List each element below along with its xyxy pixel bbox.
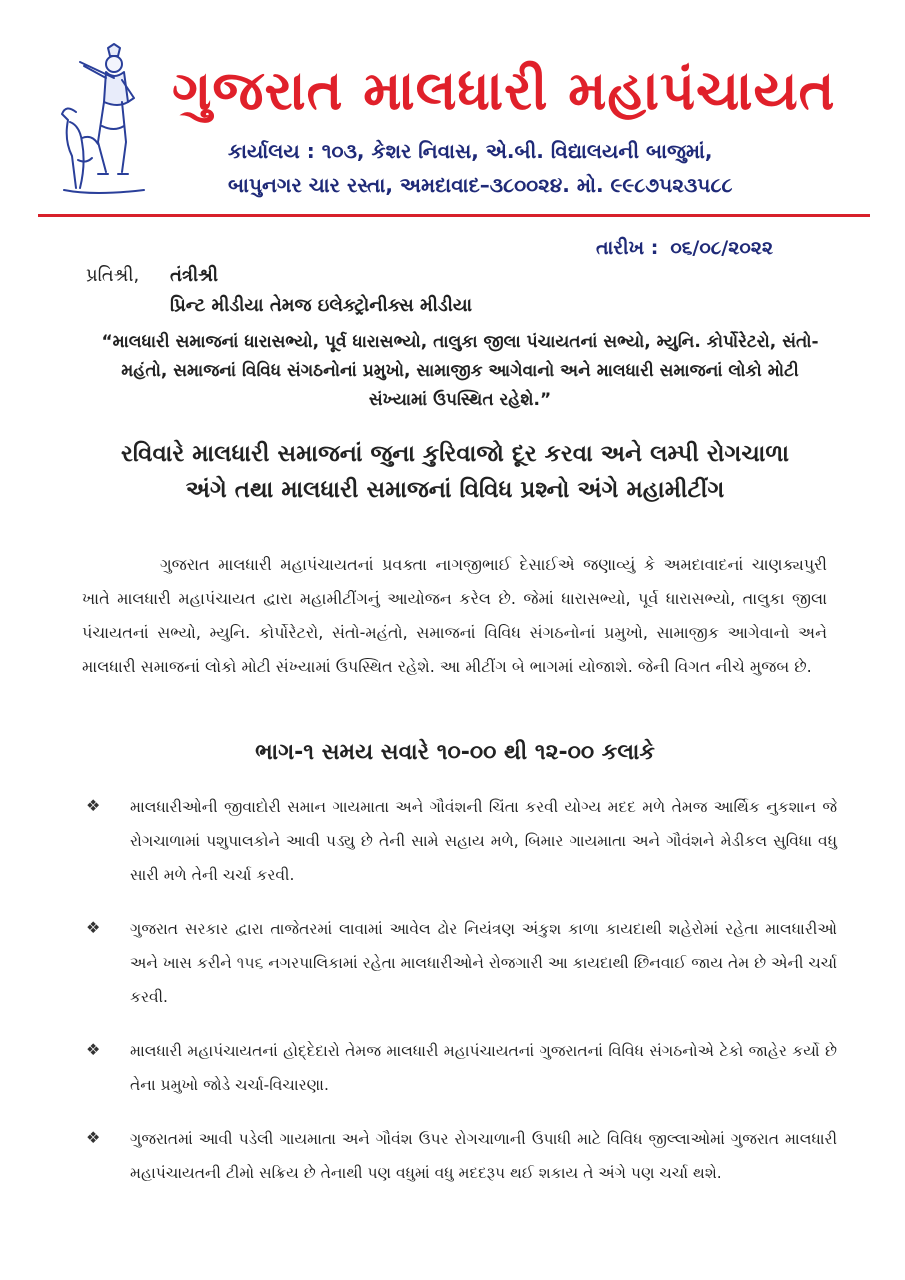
agenda-item-text: ગુજરાત સરકાર દ્વારા તાજેતરમાં લાવામાં આવેલ ઢોર નિયંત્રણ અંકુશ કાળા કાયદાથી શહેરોમાં રહેતા માલધારીઓ અને ખાસ કરીને ૧૫૬ નગરપાલિકામાં રહેતા માલધારીઓને રોજગારી આ કાયદાથી છિનવાઈ જાય તેમ છે એની ચર્ચા કરવી. — [130, 920, 837, 1006]
intro-paragraph: ગુજરાત માલધારી મહાપંચાયતનાં પ્રવક્તા નાગજીભાઈ દેસાઈએ જણાવ્યું કે અમદાવાદનાં ચાણક્યપુરી ખાતે માલધારી મહાપંચાયત દ્વારા મહામીટીંગનું આયોજન કરેલ છે. જેમાં ધારાસભ્યો, પૂર્વ ધારાસભ્યો, તાલુકા જીલા પંચાયતનાં સભ્યો, મ્યુનિ. કોર્પોરેટરો, સંતો-મહંતો, સમાજનાં વિવિધ સંગઠનોનાં પ્રમુખો, સામાજીક આગેવાનો અને માલધારી સમાજનાં લોકો મોટી સંખ્યામાં ઉપસ્થિત રહેશે. આ મીટીંગ બે ભાગમાં યોજાશે. જેની વિગત નીચે મુજબ છે. — [82, 555, 827, 676]
agenda-item-text: ગુજરાતમાં આવી પડેલી ગાયમાતા અને ગૌવંશ ઉપર રોગચાળાની ઉપાધી માટે વિવિધ જીલ્લાઓમાં ગુજરાત માલધારી મહાપંચાયતની ટીમો સક્રિય છે તેનાથી પણ વધુમાં વધુ મદદરૂપ થઈ શકાય તે અંગે પણ ચર્ચા થશે. — [130, 1130, 837, 1182]
section-heading: ભાગ-૧ સમય સવારે ૧૦-૦૦ થી ૧૨-૦૦ કલાકે — [255, 740, 655, 765]
agenda-item — [82, 912, 837, 1014]
agenda-item — [82, 1122, 837, 1190]
bullet-diamond-icon: ❖ — [86, 796, 101, 815]
recipient-media: પ્રિન્ટ મીડીયા તેમજ ઇલેક્ટ્રોનીક્સ મીડીયા — [170, 295, 473, 316]
city-and-mobile: બાપુનગર ચાર રસ્તા, અમદાવાદ–૩૮૦૦૨૪. મો. ૯૯૮૭૫૨૩૫૮૮ — [228, 173, 733, 197]
organization-title: ગુજરાત માલધારી મહાપંચાયત — [172, 59, 836, 122]
invitation-quote: “માલધારી સમાજનાં ધારાસભ્યો, પૂર્વ ધારાસભ્યો, તાલુકા જીલા પંચાયતનાં સભ્યો, મ્યુનિ. કોર્પોરેટરો, સંતો-મહંતો, સમાજનાં વિવિધ સંગઠનોનાં પ્રમુખો, સામાજીક આગેવાનો અને માલધારી સમાજનાં લોકો મોટી સંખ્યામાં ઉપસ્થિત રહેશે.” — [101, 332, 819, 410]
krishna-with-cow-logo — [56, 42, 166, 197]
date-label: તારીખ : — [596, 237, 659, 259]
letterhead — [0, 0, 905, 225]
press-headline: રવિવારે માલધારી સમાજનાં જુના કુરિવાજો દૂર કરવા અને લમ્પી રોગચાળા અંગે તથા માલધારી સમાજનાં વિવિધ પ્રશ્નો અંગે મહામીટીંગ — [121, 441, 789, 503]
agenda-item — [82, 1034, 837, 1102]
agenda-item — [82, 790, 837, 892]
agenda-item-text: માલધારીઓની જીવાદોરી સમાન ગાયમાતા અને ગૌવંશની ચિંતા કરવી યોગ્ય મદદ મળે તેમજ આર્થિક નુકશાન જે રોગચાળામાં પશુપાલકોને આવી પડ્યુ છે તેની સામે સહાય મળે, બિમાર ગાયમાતા અને ગૌવંશને મેડીકલ સુવિધા વધુ સારી મળે તેની ચર્ચા કરવી. — [130, 798, 837, 884]
bullet-diamond-icon: ❖ — [86, 1128, 101, 1147]
office-address: કાર્યાલય : ૧૦૩, કેશર નિવાસ, એ.બી. વિદ્યાલયની બાજુમાં, — [228, 139, 713, 163]
recipient-name: તંત્રીશ્રી — [170, 265, 218, 286]
date-value: ૦૬/૦૮/૨૦૨૨ — [670, 237, 774, 259]
header-divider — [38, 214, 870, 217]
bullet-diamond-icon: ❖ — [86, 1040, 101, 1059]
recipient-prefix: પ્રતિશ્રી, — [86, 265, 140, 286]
date-line — [596, 234, 866, 262]
agenda-list — [82, 790, 837, 1210]
bullet-diamond-icon: ❖ — [86, 918, 101, 937]
agenda-item-text: માલધારી મહાપંચાયતનાં હોદ્દેદારો તેમજ માલધારી મહાપંચાયતનાં ગુજરાતનાં વિવિધ સંગઠનોએ ટેકો જાહેર કર્યો છે તેના પ્રમુખો જોડે ચર્ચા-વિચારણા. — [130, 1042, 837, 1094]
